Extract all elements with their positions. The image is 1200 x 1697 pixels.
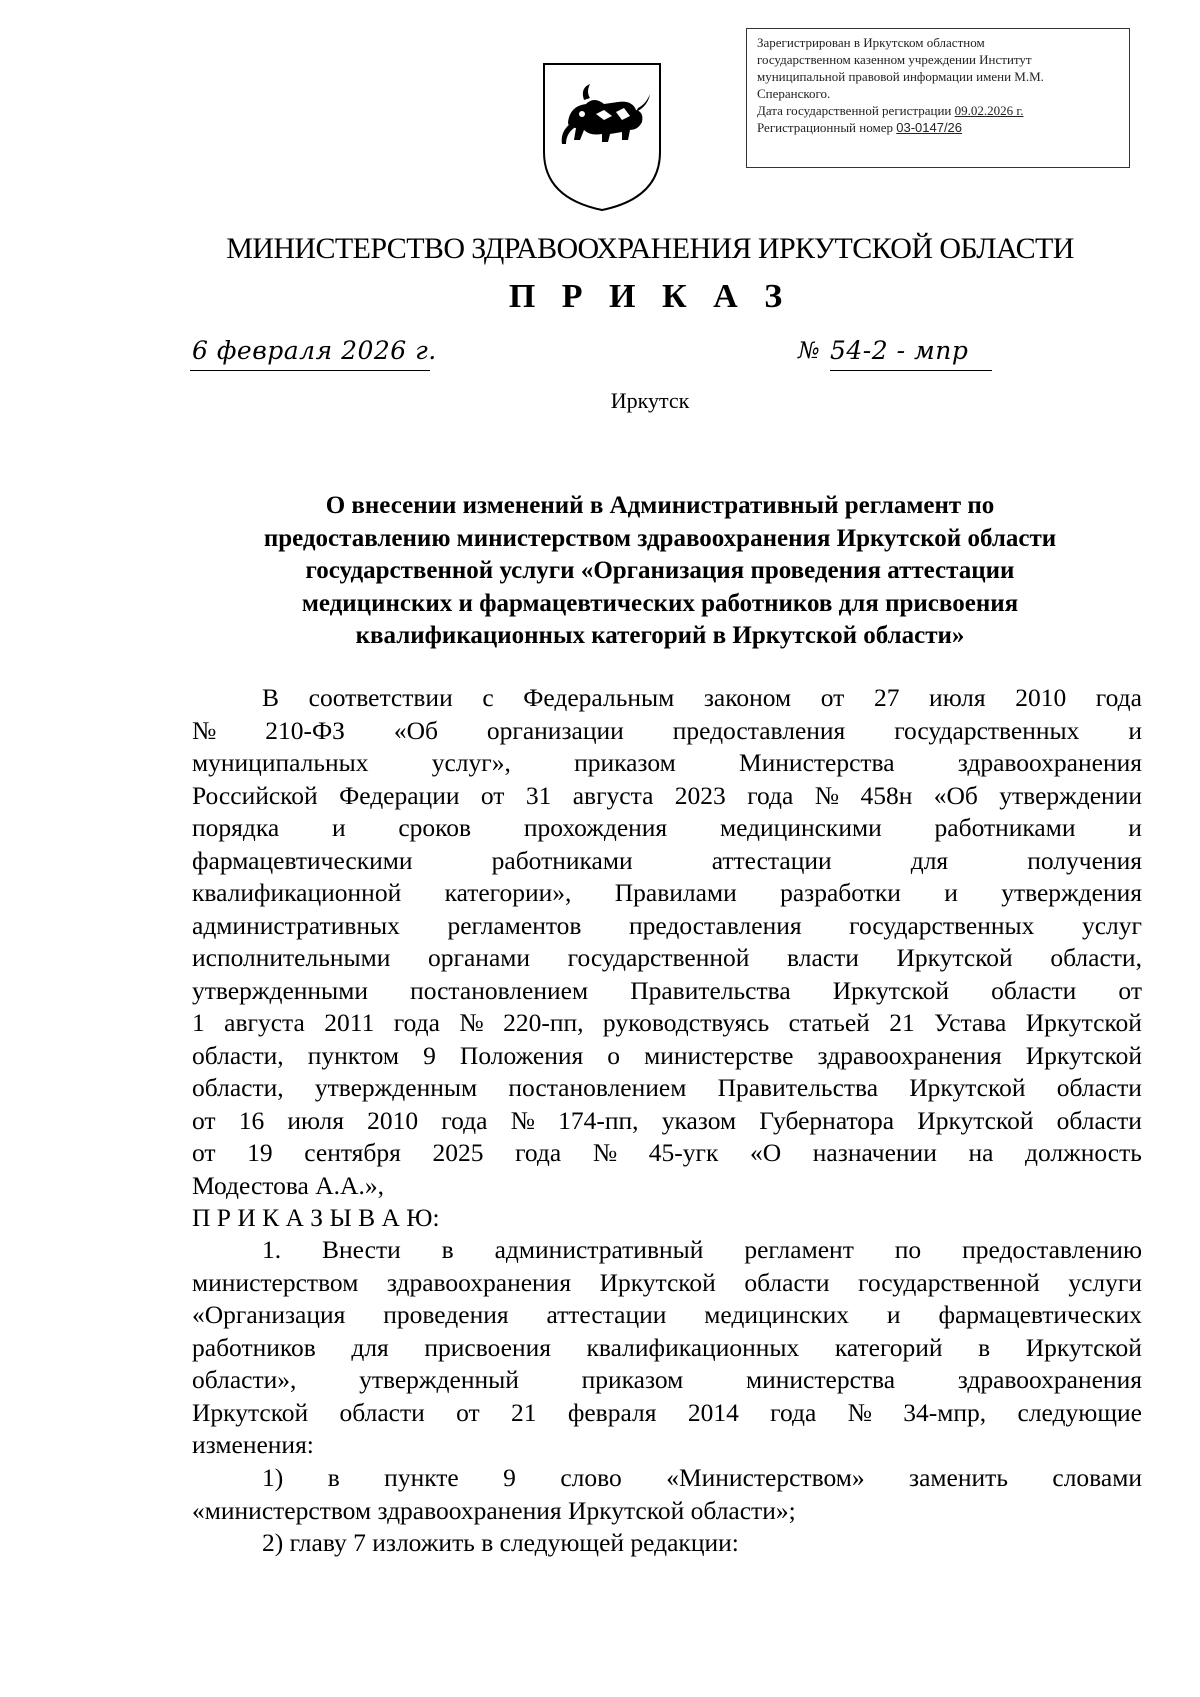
- text-line: исполнительными органами государственной власти Иркутской области,: [192, 943, 1142, 972]
- text-line: от 16 июля 2010 года № 174-пп, указом Губернатора Иркутской области: [192, 1105, 1142, 1135]
- order-number-underline: [830, 370, 992, 371]
- order-title: П Р И К А З: [508, 278, 792, 315]
- title-line: государственной услуги «Организация проведения аттестации: [305, 557, 1015, 584]
- text-line: «министерством здравоохранения Иркутской области»;: [192, 1495, 796, 1525]
- order-date-handwritten: 6 февраля 2026 г.: [192, 336, 437, 365]
- text-line: изменения:: [192, 1430, 314, 1459]
- text-line: 1. Внести в административный регламент по предоставлению: [262, 1235, 1142, 1264]
- registration-date-row: [757, 102, 1119, 119]
- registration-number-label: Регистрационный номер: [757, 120, 893, 135]
- text-line: порядка и сроков прохождения медицинскими работниками и: [192, 813, 1142, 842]
- order-number-prefix: №: [798, 338, 821, 364]
- item-1-paragraph: [192, 1234, 1142, 1462]
- title-line: предоставлению министерством здравоохранения Иркутской области: [263, 524, 1057, 552]
- text-line: области, пунктом 9 Положения о министерстве здравоохранения Иркутской: [192, 1040, 1142, 1070]
- title-line: О внесении изменений в Административный регламент по: [325, 492, 995, 519]
- registration-stamp: [746, 28, 1130, 168]
- title-line: медицинских и фармацевтических работников для присвоения: [301, 589, 1019, 617]
- text-line: области», утвержденный приказом министерства здравоохранения: [192, 1365, 1142, 1394]
- text-line: 1 августа 2011 года № 220-пп, руководствуясь статьей 21 Устава Иркутской: [192, 1008, 1142, 1037]
- text-line: квалификационной категории», Правилами разработки и утверждения: [192, 878, 1142, 907]
- text-line: муниципальных услуг», приказом Министерства здравоохранения: [192, 748, 1142, 777]
- text-line: 1) в пункте 9 слово «Министерством» заменить словами: [262, 1463, 1142, 1492]
- text-line: В соответствии с Федеральным законом от 27 июля 2010 года: [262, 683, 1142, 712]
- text-line: работников для присвоения квалификационных категорий в Иркутской: [192, 1332, 1142, 1362]
- registration-line: Сперанского.: [757, 86, 831, 101]
- text-line: Модестова А.А.»,: [192, 1170, 384, 1200]
- text-line: административных регламентов предоставления государственных услуг: [192, 910, 1142, 940]
- coat-of-arms-emblem: [540, 60, 664, 213]
- document-title: [200, 490, 1120, 653]
- text-line: Российской Федерации от 31 августа 2023 года № 458н «Об утверждении: [192, 780, 1142, 810]
- registration-line: государственном казенном учреждении Институт: [757, 52, 1032, 67]
- subitem-2-paragraph: 2) главу 7 изложить в следующей редакции:: [262, 1528, 739, 1557]
- registration-number-row: [757, 119, 1119, 136]
- registration-date-label: Дата государственной регистрации: [757, 103, 952, 118]
- text-line: Иркутской области от 21 февраля 2014 года № 34-мпр, следующие: [192, 1397, 1142, 1427]
- registration-date-value: 09.02.2026 г.: [954, 103, 1024, 118]
- text-line: министерством здравоохранения Иркутской области государственной услуги: [192, 1267, 1142, 1297]
- text-line: № 210-ФЗ «Об организации предоставления государственных и: [192, 715, 1142, 745]
- preamble-paragraph: [192, 682, 1142, 1202]
- registration-line: Зарегистрирован в Иркутском областном: [757, 35, 985, 50]
- text-line: утвержденными постановлением Правительства Иркутской области от: [192, 975, 1142, 1005]
- title-line: квалификационных категорий в Иркутской области»: [355, 622, 965, 649]
- city-name: Иркутск: [610, 388, 690, 413]
- registration-number-value: 03-0147/26: [896, 120, 963, 135]
- text-line: от 19 сентября 2025 года № 45-угк «О назначении на должность: [192, 1138, 1142, 1167]
- ministry-heading: МИНИСТЕРСТВО ЗДРАВООХРАНЕНИЯ ИРКУТСКОЙ ОБЛАСТИ: [226, 232, 1074, 265]
- registration-line: муниципальной правовой информации имени М.М.: [757, 69, 1044, 84]
- subitem-1-paragraph: [192, 1462, 1142, 1527]
- order-number-handwritten: 54-2 - мпр: [830, 336, 969, 365]
- text-line: области, утвержденным постановлением Правительства Иркутской области: [192, 1073, 1142, 1102]
- decree-word: П Р И К А З Ы В А Ю:: [192, 1203, 440, 1232]
- text-line: фармацевтическими работниками аттестации для получения: [192, 845, 1142, 875]
- order-date-underline: [190, 370, 430, 371]
- text-line: «Организация проведения аттестации медицинских и фармацевтических: [192, 1300, 1142, 1329]
